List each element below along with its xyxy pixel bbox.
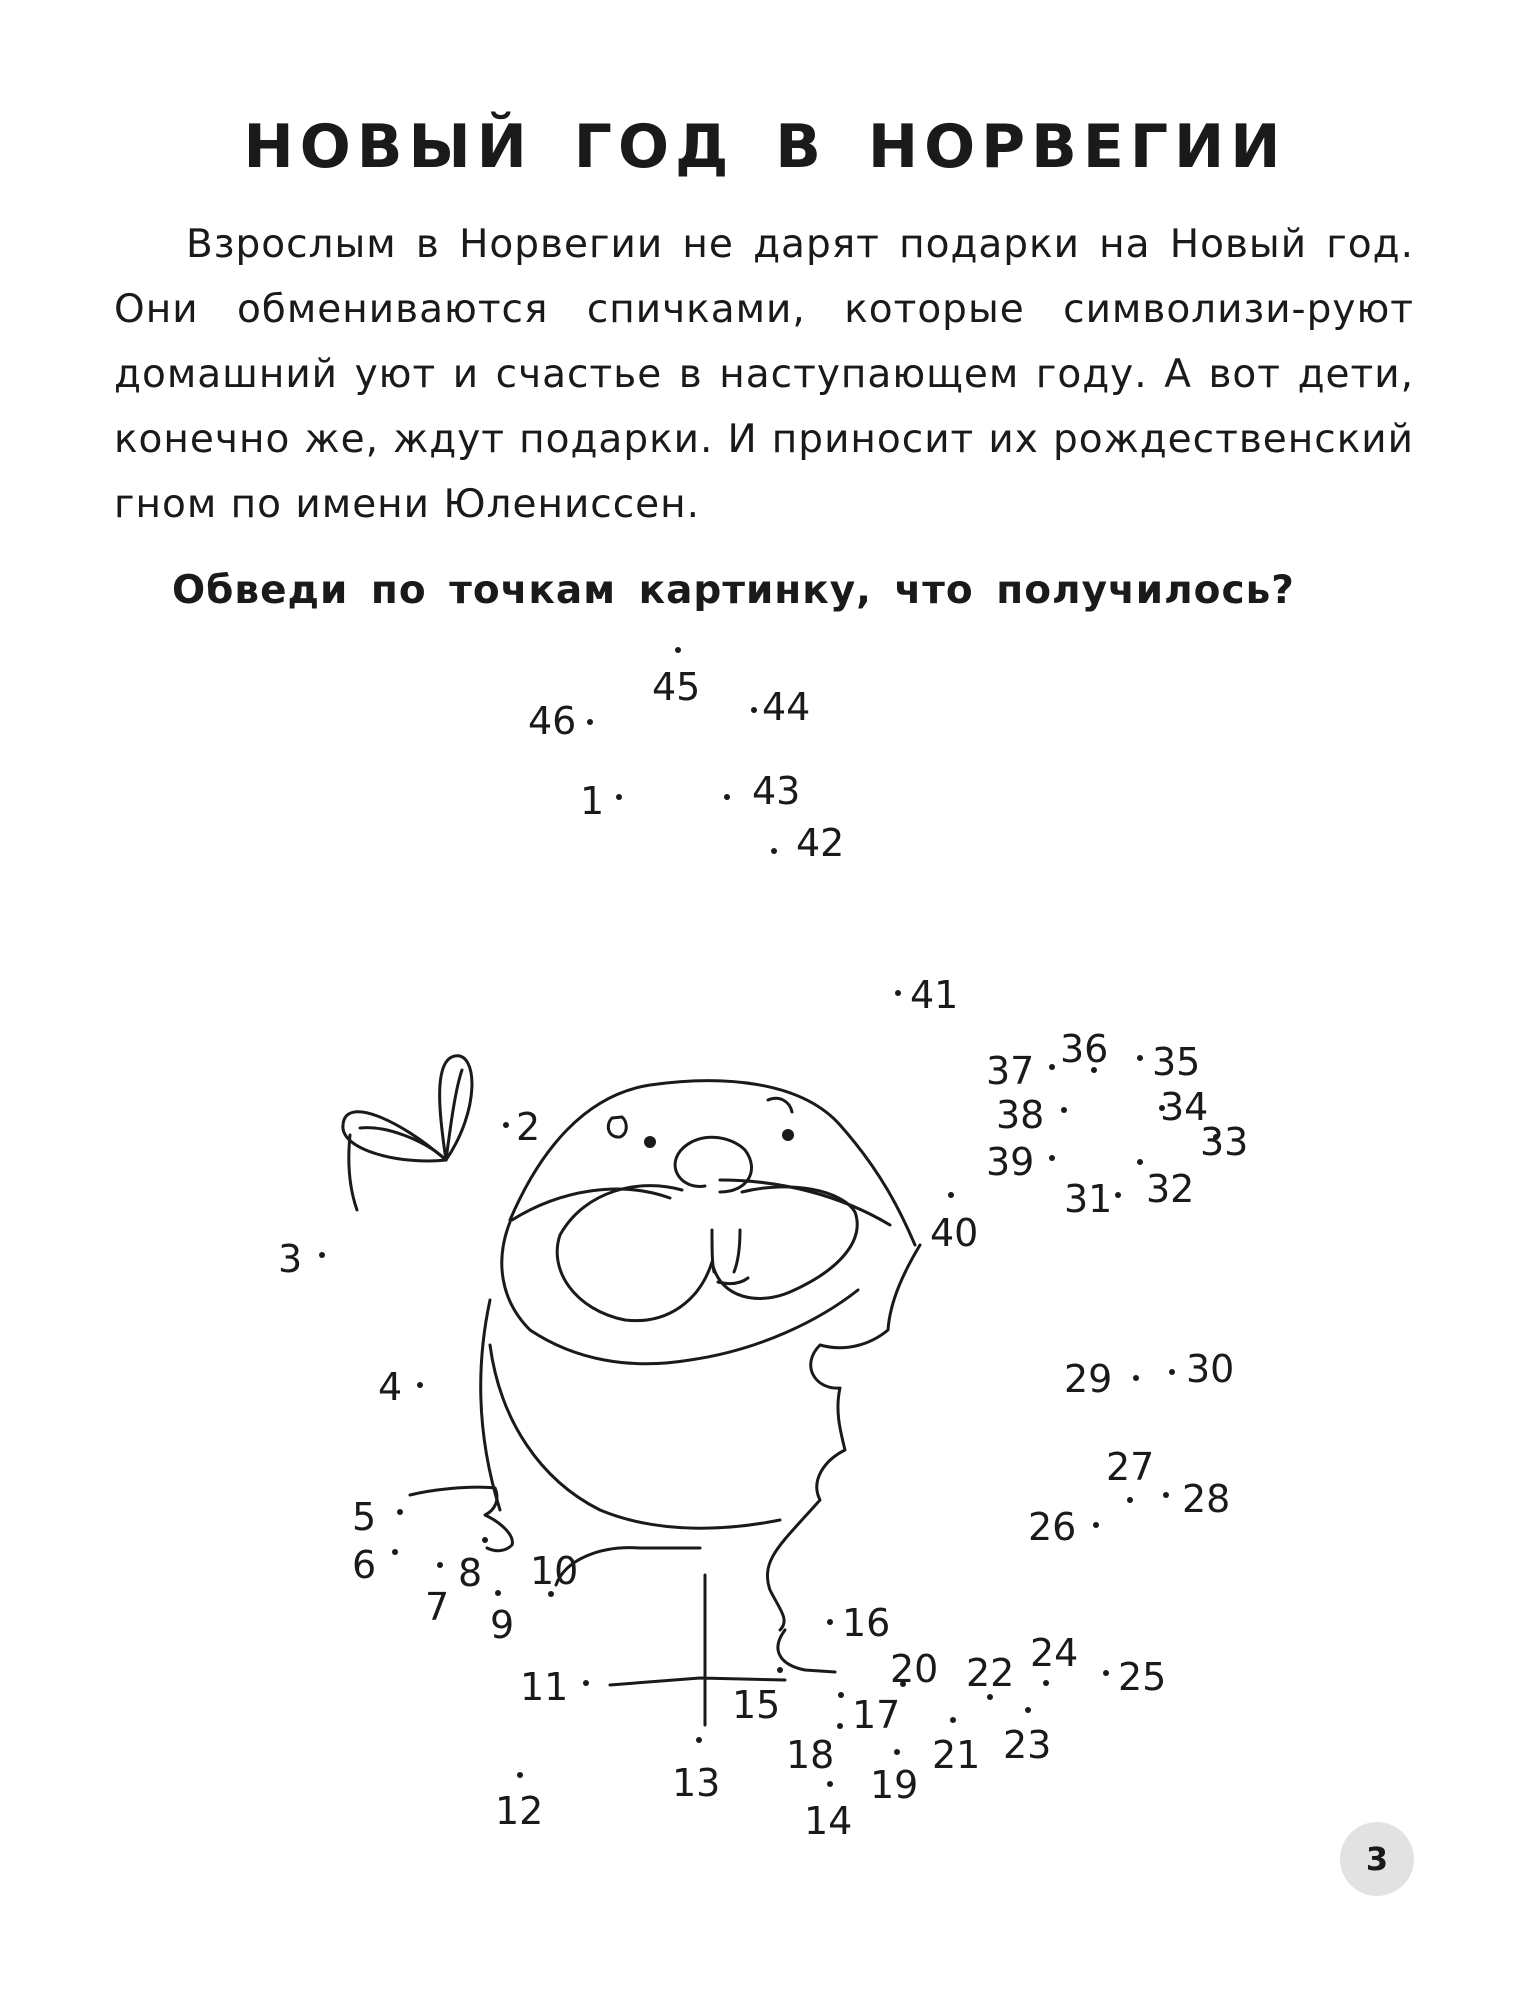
dot-46	[587, 719, 593, 725]
dot-label-41: 41	[910, 973, 959, 1017]
dot-label-22: 22	[966, 1651, 1015, 1695]
dot-28	[1163, 1492, 1169, 1498]
dot-label-39: 39	[986, 1140, 1035, 1184]
dot-label-16: 16	[842, 1601, 891, 1645]
dot-label-10: 10	[530, 1549, 579, 1593]
dot-26	[1093, 1522, 1099, 1528]
dot-label-25: 25	[1118, 1655, 1167, 1699]
dot-3	[319, 1252, 325, 1258]
dot-label-28: 28	[1182, 1477, 1231, 1521]
dot-label-32: 32	[1146, 1167, 1195, 1211]
dot-label-24: 24	[1030, 1631, 1079, 1675]
dot-label-27: 27	[1106, 1445, 1155, 1489]
dot-label-17: 17	[852, 1693, 901, 1737]
dot-32	[1137, 1159, 1143, 1165]
dot-label-44: 44	[762, 685, 811, 729]
foot-left	[410, 1487, 512, 1551]
dot-39	[1049, 1155, 1055, 1161]
dot-label-31: 31	[1064, 1177, 1113, 1221]
dot-label-9: 9	[490, 1603, 515, 1647]
dot-labels	[278, 665, 1248, 1843]
dot-2	[503, 1122, 509, 1128]
dot-21	[950, 1717, 956, 1723]
dot-41	[895, 990, 901, 996]
dot-label-34: 34	[1160, 1085, 1209, 1129]
dot-label-38: 38	[996, 1093, 1045, 1137]
dot-24	[1043, 1680, 1049, 1686]
dot-12	[517, 1772, 523, 1778]
dot-45	[675, 647, 681, 653]
dot-7	[437, 1562, 443, 1568]
dot-label-46: 46	[528, 699, 577, 743]
dot-5	[397, 1509, 403, 1515]
dot-1	[616, 794, 622, 800]
dot-label-29: 29	[1064, 1357, 1113, 1401]
dot-35	[1137, 1055, 1143, 1061]
dot-27	[1127, 1497, 1133, 1503]
dot-16	[827, 1619, 833, 1625]
dot-44	[751, 707, 757, 713]
dot-18	[837, 1723, 843, 1729]
mustache	[557, 1186, 857, 1321]
page-title: НОВЫЙ ГОД В НОРВЕГИИ	[243, 112, 1287, 182]
dot-label-30: 30	[1186, 1347, 1235, 1391]
dot-label-5: 5	[352, 1495, 377, 1539]
dot-15	[777, 1667, 783, 1673]
dot-label-37: 37	[986, 1049, 1035, 1093]
dot-8	[482, 1537, 488, 1543]
bow-left-loop	[343, 1112, 446, 1161]
dot-label-23: 23	[1003, 1723, 1052, 1767]
dot-label-15: 15	[732, 1683, 781, 1727]
dot-label-2: 2	[516, 1105, 541, 1149]
dot-label-36: 36	[1060, 1027, 1109, 1071]
eye-right-icon	[768, 1098, 792, 1112]
dot-23	[1025, 1707, 1031, 1713]
dot-label-11: 11	[520, 1665, 569, 1709]
dot-30	[1169, 1369, 1175, 1375]
dot-31	[1115, 1192, 1121, 1198]
dot-29	[1133, 1375, 1139, 1381]
dot-label-6: 6	[352, 1543, 377, 1587]
intro-paragraph: Взрослым в Норвегии не дарят подарки на Новый год. Они обмениваются спичками, которые символизи-руют домашний уют и счастье в наступающем году. А вот дети, конечно же, ждут подарки. И приносит их рождественский гном по имени Юлениссен.	[114, 222, 1414, 527]
dot-37	[1049, 1064, 1055, 1070]
bow-right-loop	[440, 1056, 472, 1160]
pupil-right	[782, 1129, 794, 1141]
page-number-badge: 3	[1340, 1822, 1414, 1896]
dot-label-8: 8	[458, 1551, 483, 1595]
dot-40	[948, 1192, 954, 1198]
dot-label-3: 3	[278, 1237, 303, 1281]
dot-label-33: 33	[1200, 1120, 1249, 1164]
dot-label-13: 13	[672, 1761, 721, 1805]
dot-label-21: 21	[932, 1733, 981, 1777]
dot-11	[583, 1680, 589, 1686]
body-left	[481, 1300, 500, 1510]
dot-label-19: 19	[870, 1763, 919, 1807]
dot-19	[894, 1749, 900, 1755]
dot-label-26: 26	[1028, 1505, 1077, 1549]
dot-label-43: 43	[752, 769, 801, 813]
dot-25	[1103, 1670, 1109, 1676]
beard-outline	[502, 1222, 858, 1364]
task-instruction: Обведи по точкам картинку, что получилось?	[172, 568, 1295, 613]
dot-label-12: 12	[495, 1789, 544, 1833]
dot-label-1: 1	[580, 779, 605, 823]
dot-label-45: 45	[652, 665, 701, 709]
dot-label-4: 4	[378, 1365, 403, 1409]
dot-label-40: 40	[930, 1211, 979, 1255]
dot-4	[417, 1382, 423, 1388]
leg-lines	[556, 1548, 835, 1725]
dot-label-35: 35	[1152, 1040, 1201, 1084]
dot-6	[392, 1549, 398, 1555]
dot-label-14: 14	[804, 1799, 853, 1843]
dot-label-20: 20	[890, 1647, 939, 1691]
nose	[675, 1137, 751, 1192]
dot-38	[1061, 1107, 1067, 1113]
dot-43	[724, 794, 730, 800]
dot-13	[696, 1737, 702, 1743]
dot-label-42: 42	[796, 821, 845, 865]
dot-9	[495, 1590, 501, 1596]
dot-42	[771, 848, 777, 854]
pupil-left	[644, 1136, 656, 1148]
dot-17	[838, 1692, 844, 1698]
eye-left-icon	[608, 1117, 626, 1137]
dot-label-7: 7	[425, 1585, 450, 1629]
belly	[490, 1345, 780, 1528]
dot-14	[827, 1781, 833, 1787]
body-right	[767, 1245, 920, 1630]
dot-label-18: 18	[786, 1733, 835, 1777]
